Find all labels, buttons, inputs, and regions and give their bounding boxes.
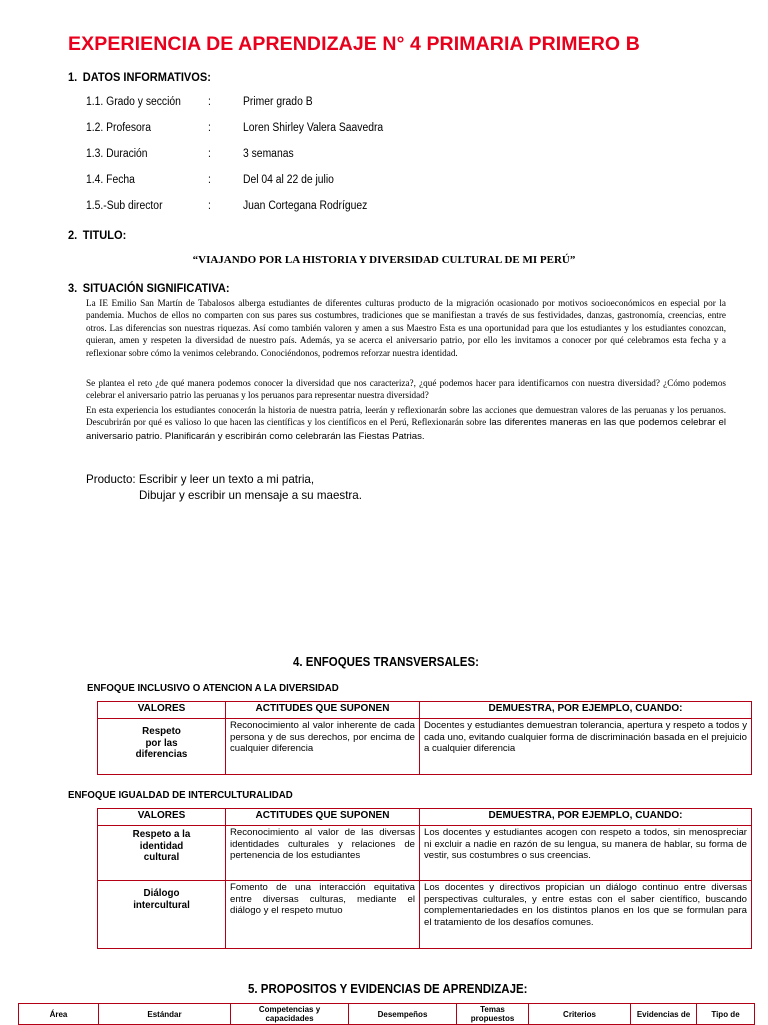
column-header: VALORES (98, 702, 226, 719)
column-header: DEMUESTRA, POR EJEMPLO, CUANDO: (420, 809, 752, 826)
document-title: EXPERIENCIA DE APRENDIZAJE N° 4 PRIMARIA PRIMERO B (68, 33, 640, 55)
column-header: ACTITUDES QUE SUPONEN (226, 809, 420, 826)
column-header: Área (19, 1004, 99, 1025)
column-header: VALORES (98, 809, 226, 826)
column-header: Tipo de (697, 1004, 755, 1025)
situation-paragraph-2: Se plantea el reto ¿de qué manera podemos conocer la diversidad que nos caracteriza?, ¿qué podemos hacer para identificarnos con nuestra diversidad? ¿Cómo podemos celebrar el aniversario patrio las peruanas y los peruanos para representar nuestra diversidad? (86, 378, 726, 401)
table-header-row (98, 702, 752, 719)
section-2-heading: 2. TITULO: (68, 228, 127, 242)
enfoque-1-table (97, 701, 752, 775)
section-3-heading: 3. SITUACIÓN SIGNIFICATIVA: (68, 281, 230, 295)
table-row: Diálogo intercultural Fomento de una interacción equitativa entre diversas culturas, mediante el diálogo y el respeto mutuo Los docentes y directivos propician un diálogo continuo entre diversas perspectivas culturales, y entre estas con el saber científico, buscando complementariedades en los distintos planos en los que se formulan para el tratamiento de los desafíos comunes. (98, 881, 752, 949)
situation-paragraph-3: En esta experiencia los estudiantes conocerán la historia de nuestra patria, leerán y reflexionarán sobre las acciones que demuestran valores de las peruanas y los peruanos. Descubrirán por qué es valioso lo que hacen las científicas y los científicos en el Perú, Reflexionarán sobre las diferentes maneras en las que podemos celebrar el aniversario patrio. Planificarán y escribirán como celebrarán las Fiestas Patrias. (86, 405, 726, 442)
column-header: Desempeños (349, 1004, 457, 1025)
propositos-table (18, 1003, 755, 1025)
section-4-heading: 4. ENFOQUES TRANSVERSALES: (293, 655, 479, 669)
column-header: Competencias y capacidades (231, 1004, 349, 1025)
column-header: ACTITUDES QUE SUPONEN (226, 702, 420, 719)
situation-paragraph-1: La IE Emilio San Martín de Tabalosos alberga estudiantes de diferentes culturas producto de la migración ocasionado por motivos socioeconómicos en especial por la pandemia. Muchos de ellos no comparten con sus pares sus costumbres, tradiciones que se manifiestan a través de sus festividades, danzas, gastronomía, creencias, entre otros. Las diferencias son nuestras riquezas. Así como también valoren y amen a sus Maestro Esta es una oportunidad para que los estudiantes y los estudiantes conozcan, quieran, amen y respeten la diversidad de nuestro país. Además, ya se acerca el aniversario patrio, por ello les invitamos a conocer por qué celebramos esta fecha y a reflexionar sobre cómo la venimos celebrando. Conociéndonos, podremos reforzar nuestra identidad. (86, 298, 726, 358)
product-line-2: Dibujar y escribir un mensaje a su maestra. (139, 489, 362, 502)
enfoque-1-title: ENFOQUE INCLUSIVO O ATENCION A LA DIVERSIDAD (87, 682, 339, 694)
enfoque-2-table (97, 808, 752, 949)
enfoque-2-title: ENFOQUE IGUALDAD DE INTERCULTURALIDAD (68, 789, 293, 801)
experience-title: “VIAJANDO POR LA HISTORIA Y DIVERSIDAD CULTURAL DE MI PERÚ” (192, 254, 576, 266)
column-header: Criterios (529, 1004, 631, 1025)
section-5-heading: 5. PROPOSITOS Y EVIDENCIAS DE APRENDIZAJE: (248, 982, 528, 996)
column-header: DEMUESTRA, POR EJEMPLO, CUANDO: (420, 702, 752, 719)
product-line-1: Producto: Escribir y leer un texto a mi patria, (86, 473, 315, 486)
section-1-heading: 1. DATOS INFORMATIVOS: (68, 70, 211, 84)
table-row: Respeto a la identidad cultural Reconocimiento al valor de las diversas identidades culturales y relaciones de pertenencia de los estudiantes Los docentes y estudiantes acogen con respeto a todos, sin menospreciar ni excluir a nadie en razón de su lengua, su manera de hablar, su forma de vestir, sus costumbres o sus creencias. (98, 826, 752, 881)
table-header-row (19, 1004, 755, 1025)
table-header-row (98, 809, 752, 826)
column-header: Estándar (99, 1004, 231, 1025)
column-header: Evidencias de (631, 1004, 697, 1025)
column-header: Temas propuestos (457, 1004, 529, 1025)
table-row: Respeto por las diferencias Reconocimiento al valor inherente de cada persona y de sus derechos, por encima de cualquier diferencia Docentes y estudiantes demuestran tolerancia, apertura y respeto a todos y cada uno, evitando cualquier forma de discriminación basada en el prejuicio a cualquier diferencia (98, 719, 752, 775)
